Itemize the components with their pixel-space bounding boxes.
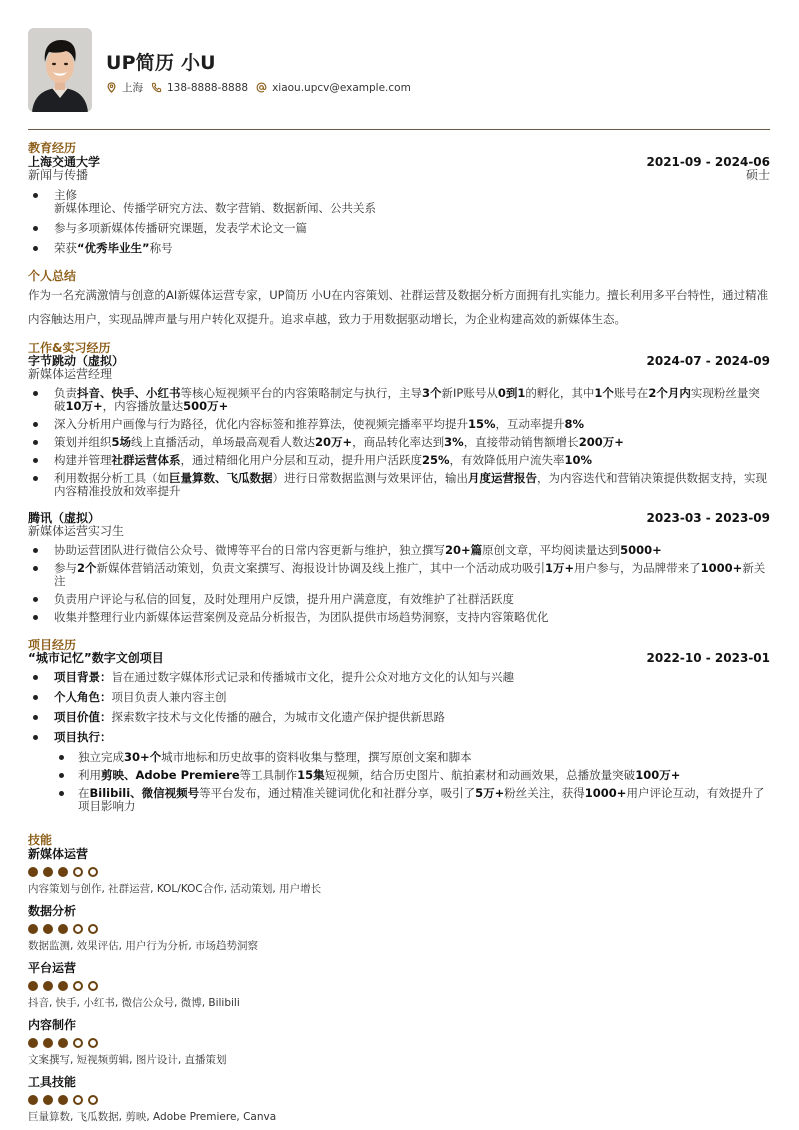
- skill-details: 内容策划与创作, 社群运营, KOL/KOC合作, 活动策划, 用户增长: [28, 883, 322, 895]
- list-item: 利用数据分析工具（如巨量算数、飞瓜数据）进行日常数据监测与效果评估，输出月度运营报告，为内容迭代和营销决策提供数据支持，实现内容精准投放和效率提升: [28, 472, 770, 498]
- filled-dot-icon: [58, 1095, 68, 1105]
- list-item: 构建并管理社群运营体系，通过精细化用户分层和互动，提升用户活跃度25%，有效降低用户流失率10%: [28, 454, 770, 467]
- contact-phone: [151, 82, 248, 94]
- empty-dot-icon: [88, 981, 98, 991]
- at-sign-icon: [256, 82, 267, 93]
- job-date: 2024-07 - 2024-09: [646, 354, 770, 368]
- skill-name: 工具技能: [28, 1075, 77, 1089]
- job-role: 新媒体运营实习生: [28, 524, 125, 538]
- skill-item: [28, 1075, 770, 1124]
- skill-details: 巨量算数, 飞瓜数据, 剪映, Adobe Premiere, Canva: [28, 1111, 277, 1123]
- job-date: 2023-03 - 2023-09: [646, 511, 770, 525]
- list-item: 荣获“优秀毕业生”称号: [28, 242, 770, 255]
- list-item: 项目价值：探索数字技术与文化传播的融合，为城市文化遗产保护提供新思路: [28, 711, 770, 724]
- header-divider: [28, 129, 770, 130]
- skill-name: 新媒体运营: [28, 847, 89, 861]
- filled-dot-icon: [28, 867, 38, 877]
- degree: 硕士: [745, 168, 770, 182]
- profile-photo: [28, 28, 92, 112]
- resume-body: [28, 141, 770, 1130]
- skill-details: 文案撰写, 短视频剪辑, 图片设计, 直播策划: [28, 1054, 227, 1066]
- skill-item: [28, 961, 770, 1010]
- skill-details: 抖音, 快手, 小红书, 微信公众号, 微博, Bilibili: [28, 997, 240, 1009]
- skill-item: [28, 1018, 770, 1067]
- filled-dot-icon: [43, 924, 53, 934]
- section-title-skills: 技能: [28, 833, 53, 847]
- empty-dot-icon: [73, 1038, 83, 1048]
- email-text[interactable]: xiaou.upcv@example.com: [272, 81, 411, 94]
- phone-text[interactable]: 138-8888-8888: [167, 81, 249, 94]
- skill-level-rating: [28, 924, 770, 934]
- list-item: 收集并整理行业内新媒体运营案例及竞品分析报告，为团队提供市场趋势洞察，支持内容策略优化: [28, 611, 770, 624]
- job-entry: [28, 355, 770, 498]
- company-name: 字节跳动（虚拟）: [28, 354, 125, 368]
- resume-header: [28, 28, 770, 112]
- list-item: 个人角色：项目负责人兼内容主创: [28, 691, 770, 704]
- company-name: 腾讯（虚拟）: [28, 511, 101, 525]
- empty-dot-icon: [88, 867, 98, 877]
- job-role: 新媒体运营经理: [28, 367, 113, 381]
- list-item: 参与2个新媒体营销活动策划，负责文案撰写、海报设计协调及线上推广，其中一个活动成功吸引1万+用户参与，为品牌带来了1000+新关注: [28, 562, 770, 588]
- section-title-projects: 项目经历: [28, 638, 77, 652]
- filled-dot-icon: [58, 981, 68, 991]
- list-item: 项目执行： 独立完成30+个城市地标和历史故事的资料收集与整理，撰写原创文案和脚本 利用剪映、Adobe Premiere等工具制作15集短视频，结合历史图片、航拍素材和动画效果，总播放量突破100万+ 在Bilibili、微信视频号等平台发布，通过精准关键词优化和社群分享，吸引了5万+粉丝关注，获得1000+用户评论互动，有效提升了项目影响力: [28, 731, 770, 813]
- filled-dot-icon: [43, 867, 53, 877]
- project-name: “城市记忆”数字文创项目: [28, 651, 164, 665]
- contact-location: [106, 80, 143, 95]
- project-date: 2022-10 - 2023-01: [646, 651, 770, 665]
- list-item: 参与多项新媒体传播研究课题，发表学术论文一篇: [28, 222, 770, 235]
- skill-name: 内容制作: [28, 1018, 77, 1032]
- contact-email: [256, 82, 411, 94]
- job-entry: [28, 512, 770, 624]
- list-item: 在Bilibili、微信视频号等平台发布，通过精准关键词优化和社群分享，吸引了5万+粉丝关注，获得1000+用户评论互动，有效提升了项目影响力: [54, 787, 770, 813]
- skill-details: 数据监测, 效果评估, 用户行为分析, 市场趋势洞察: [28, 940, 259, 952]
- empty-dot-icon: [73, 981, 83, 991]
- project-execution-bullets: [54, 751, 770, 813]
- empty-dot-icon: [73, 867, 83, 877]
- phone-icon: [151, 82, 162, 93]
- skill-level-rating: [28, 867, 770, 877]
- list-item: 负责抖音、快手、小红书等核心短视频平台的内容策略制定与执行，主导3个新IP账号从0到1的孵化，其中1个账号在2个月内实现粉丝量突破10万+，内容播放量达500万+: [28, 387, 770, 413]
- list-item: 利用剪映、Adobe Premiere等工具制作15集短视频，结合历史图片、航拍素材和动画效果，总播放量突破100万+: [54, 769, 770, 782]
- location-pin-icon: [106, 82, 117, 93]
- section-title-education: 教育经历: [28, 141, 77, 155]
- section-title-summary: 个人总结: [28, 269, 77, 283]
- list-item: 协助运营团队进行微信公众号、微博等平台的日常内容更新与维护，独立撰写20+篇原创文章，平均阅读量达到5000+: [28, 544, 770, 557]
- job-bullets: [28, 544, 770, 624]
- project-bullets: [28, 671, 770, 813]
- skills-section: [28, 833, 770, 1124]
- section-title-work: 工作&实习经历: [28, 341, 111, 355]
- filled-dot-icon: [43, 981, 53, 991]
- filled-dot-icon: [43, 1038, 53, 1048]
- list-item: 负责用户评论与私信的回复，及时处理用户反馈，提升用户满意度，有效维护了社群活跃度: [28, 593, 770, 606]
- empty-dot-icon: [73, 1095, 83, 1105]
- skill-level-rating: [28, 1038, 770, 1048]
- filled-dot-icon: [58, 867, 68, 877]
- skill-name: 数据分析: [28, 904, 77, 918]
- candidate-name: UP简历 小U: [106, 52, 216, 74]
- list-item: 深入分析用户画像与行为路径，优化内容标签和推荐算法，使视频完播率平均提升15%，互动率提升8%: [28, 418, 770, 431]
- education-section: [28, 141, 770, 255]
- empty-dot-icon: [88, 1095, 98, 1105]
- filled-dot-icon: [28, 1038, 38, 1048]
- skill-item: [28, 904, 770, 953]
- summary-text: 作为一名充满激情与创意的AI新媒体运营专家，UP简历 小U在内容策划、社群运营及数据分析方面拥有扎实能力。擅长利用多平台特性，通过精准内容触达用户，实现品牌声量与用户转化双提升。追求卓越，致力于用数据驱动增长，为企业构建高效的新媒体生态。: [28, 288, 769, 326]
- filled-dot-icon: [43, 1095, 53, 1105]
- major: 新闻与传播: [28, 168, 89, 182]
- list-item: 独立完成30+个城市地标和历史故事的资料收集与整理，撰写原创文案和脚本: [54, 751, 770, 764]
- job-bullets: [28, 387, 770, 498]
- empty-dot-icon: [73, 924, 83, 934]
- filled-dot-icon: [58, 1038, 68, 1048]
- empty-dot-icon: [88, 924, 98, 934]
- filled-dot-icon: [28, 924, 38, 934]
- list-item: 项目背景：旨在通过数字媒体形式记录和传播城市文化，提升公众对地方文化的认知与兴趣: [28, 671, 770, 684]
- filled-dot-icon: [28, 981, 38, 991]
- empty-dot-icon: [88, 1038, 98, 1048]
- summary-section: [28, 269, 770, 331]
- skill-name: 平台运营: [28, 961, 77, 975]
- filled-dot-icon: [58, 924, 68, 934]
- location-text: 上海: [122, 82, 143, 94]
- skill-list: [28, 847, 770, 1124]
- work-section: [28, 341, 770, 624]
- skill-item: [28, 847, 770, 896]
- filled-dot-icon: [28, 1095, 38, 1105]
- skill-level-rating: [28, 981, 770, 991]
- school-name: 上海交通大学: [28, 155, 101, 169]
- contact-info: [106, 80, 419, 95]
- education-bullets: [28, 189, 770, 255]
- list-item: 主修 新媒体理论、传播学研究方法、数字营销、数据新闻、公共关系: [28, 189, 770, 215]
- education-date: 2021-09 - 2024-06: [646, 155, 770, 169]
- projects-section: [28, 638, 770, 813]
- skill-level-rating: [28, 1095, 770, 1105]
- list-item: 策划并组织5场线上直播活动，单场最高观看人数达20万+，商品转化率达到3%，直接带动销售额增长200万+: [28, 436, 770, 449]
